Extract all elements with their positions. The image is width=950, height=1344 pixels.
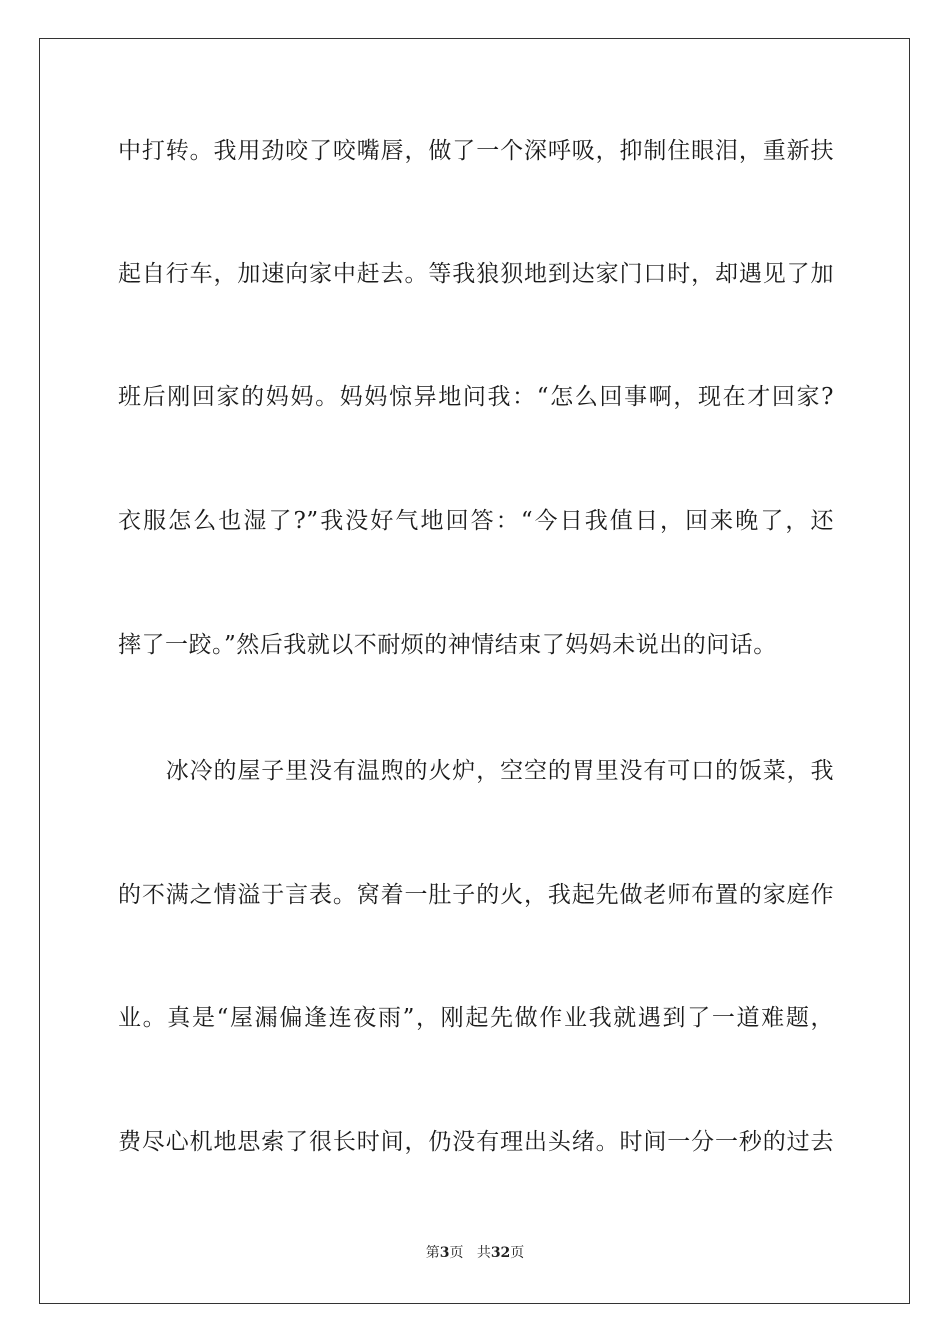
text-line-5: 摔了一跤。”然后我就以不耐烦的神情结束了妈妈未说出的问话。 (118, 632, 777, 658)
page-suffix: 页 (449, 1245, 464, 1261)
page-prefix: 第 (425, 1245, 440, 1261)
text-line-6: 冰冷的屋子里没有温煦的火炉，空空的胃里没有可口的饭菜，我 (118, 758, 834, 784)
page-footer (0, 1244, 950, 1262)
page-border (39, 38, 910, 1304)
total-suffix: 页 (510, 1245, 525, 1261)
text-line-4: 衣服怎么也湿了?”我没好气地回答：“今日我值日，回来晚了，还 (118, 508, 834, 534)
text-line-9: 费尽心机地思索了很长时间，仍没有理出头绪。时间一分一秒的过去 (118, 1129, 834, 1155)
text-line-8: 业。真是“屋漏偏逢连夜雨”，刚起先做作业我就遇到了一道难题， (118, 1005, 834, 1031)
text-line-7: 的不满之情溢于言表。窝着一肚子的火，我起先做老师布置的家庭作 (118, 882, 834, 908)
text-line-3: 班后刚回家的妈妈。妈妈惊异地问我：“怎么回事啊，现在才回家? (118, 384, 834, 410)
page-number: 3 (439, 1245, 450, 1261)
total-prefix: 共 (476, 1245, 491, 1261)
text-line-2: 起自行车，加速向家中赶去。等我狼狈地到达家门口时，却遇见了加 (118, 261, 834, 287)
text-line-1: 中打转。我用劲咬了咬嘴唇，做了一个深呼吸，抑制住眼泪，重新扶 (118, 138, 834, 164)
total-pages: 32 (490, 1245, 511, 1261)
